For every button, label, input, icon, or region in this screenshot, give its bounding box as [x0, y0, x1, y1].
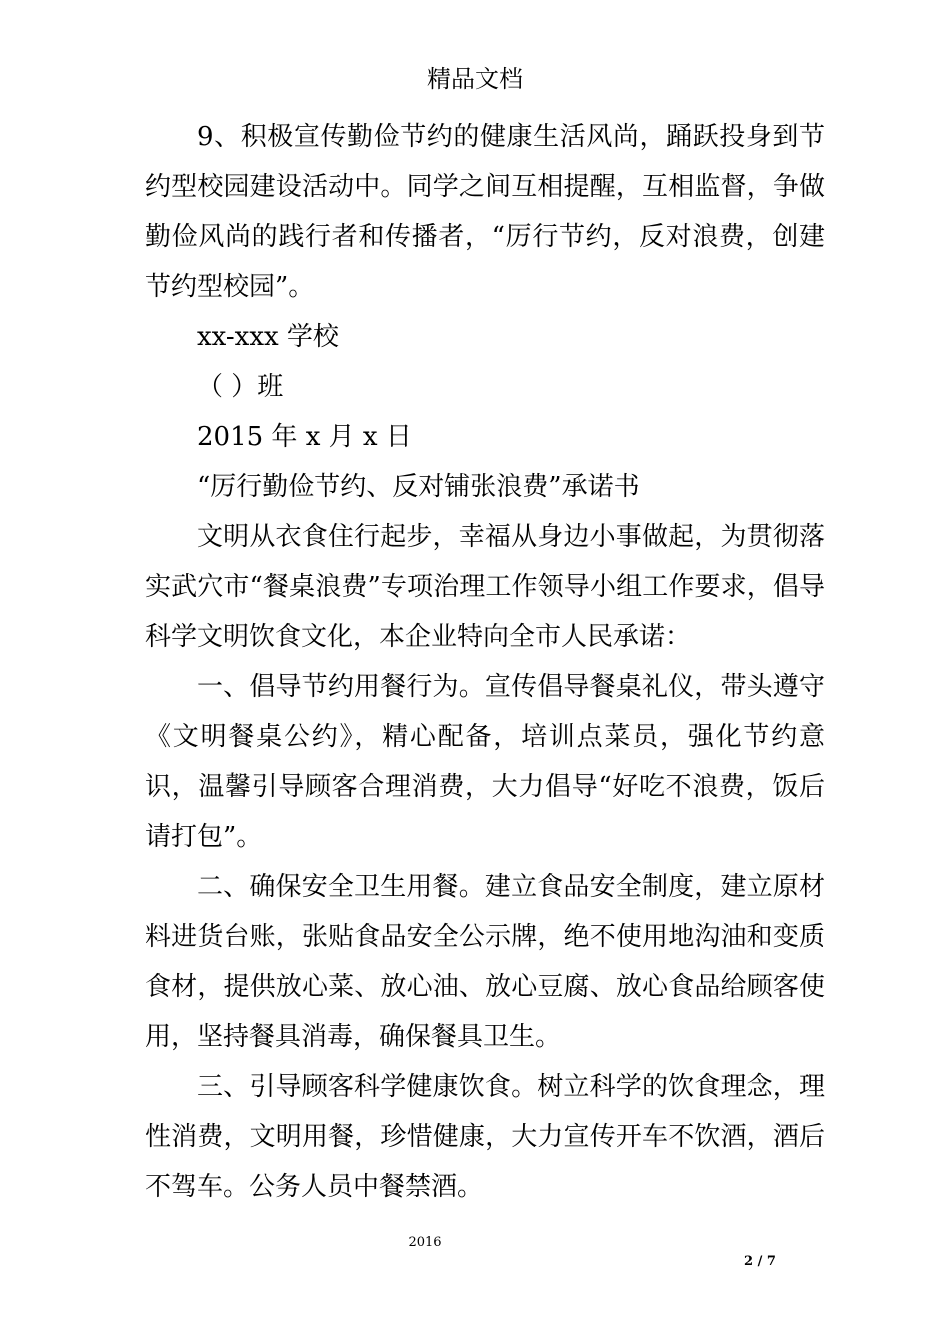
paragraph-intro: 文明从衣食住行起步，幸福从身边小事做起，为贯彻落实武穴市“餐桌浪费”专项治理工作领导小组工作要求，倡导科学文明饮食文化，本企业特向全市人民承诺： [145, 522, 825, 652]
page-number: 2 / 7 [744, 1254, 776, 1269]
school-name: xx-xxx 学校 [197, 322, 339, 352]
footer-year: 2016 [408, 1235, 442, 1250]
class-name: （ ）班 [197, 372, 284, 402]
paragraph-point-1: 一、倡导节约用餐行为。宣传倡导餐桌礼仪，带头遵守《文明餐桌公约》，精心配备，培训点菜员，强化节约意识，温馨引导顾客合理消费，大力倡导“好吃不浪费，饭后请打包”。 [145, 672, 825, 852]
signature-date: 2015 年 x 月 x 日 [197, 422, 412, 452]
document-body [145, 112, 825, 1212]
paragraph-item-9: 9、积极宣传勤俭节约的健康生活风尚，踊跃投身到节约型校园建设活动中。同学之间互相提醒，互相监督，争做勤俭风尚的践行者和传播者，“厉行节约，反对浪费，创建节约型校园”。 [145, 122, 825, 302]
paragraph-point-2: 二、确保安全卫生用餐。建立食品安全制度，建立原材料进货台账，张贴食品安全公示牌，绝不使用地沟油和变质食材，提供放心菜、放心油、放心豆腐、放心食品给顾客使用，坚持餐具消毒，确保餐具卫生。 [145, 872, 825, 1052]
paragraph-point-3: 三、引导顾客科学健康饮食。树立科学的饮食理念，理性消费，文明用餐，珍惜健康，大力宣传开车不饮酒，酒后不驾车。公务人员中餐禁酒。 [145, 1072, 825, 1202]
header-title: 精品文档 [427, 65, 523, 93]
commitment-title: “厉行勤俭节约、反对铺张浪费”承诺书 [197, 472, 640, 502]
